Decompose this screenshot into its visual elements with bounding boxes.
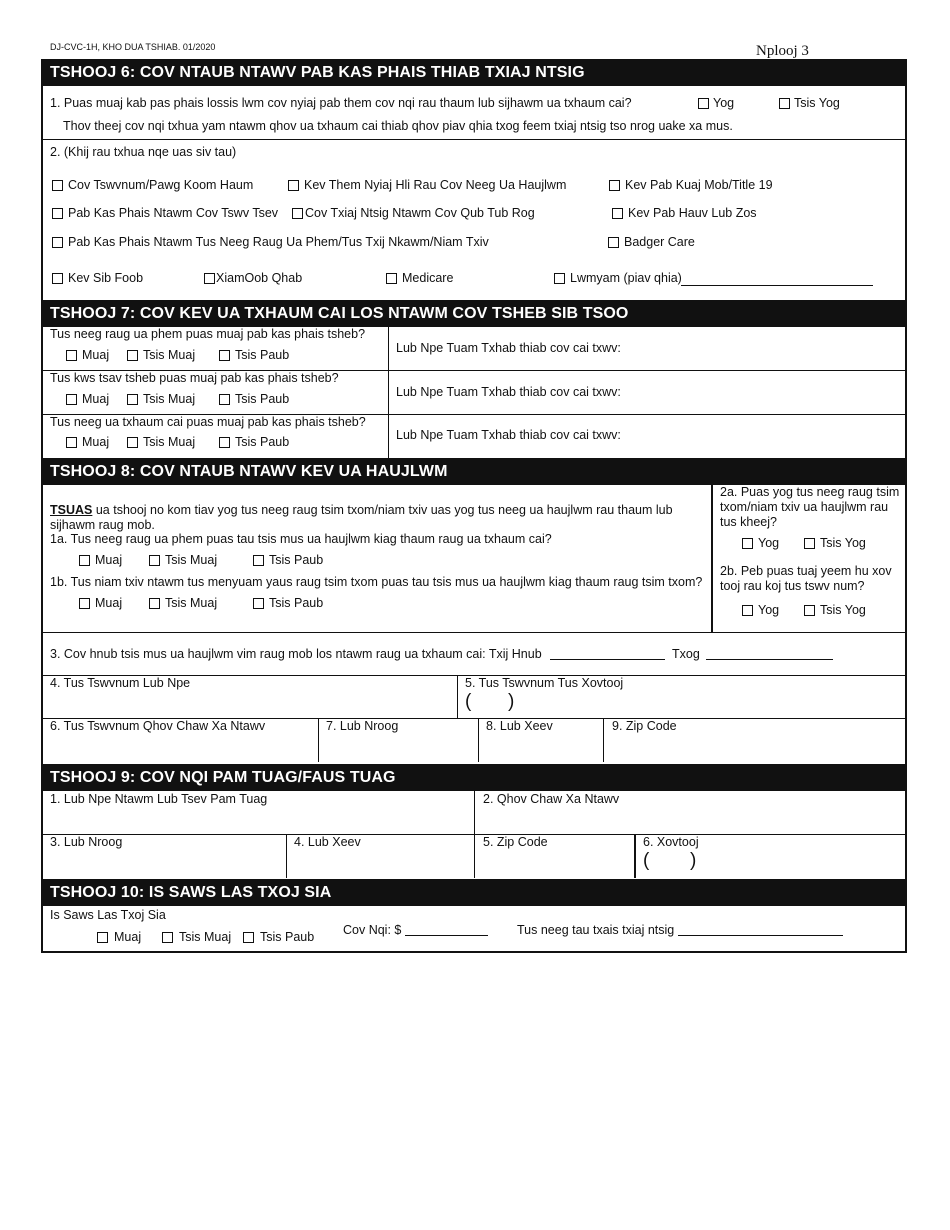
- divider: [388, 327, 389, 458]
- section-8-header: TSHOOJ 8: COV NTAUB NTAWV KEV UA HAUJLWM: [41, 458, 907, 485]
- s6-opt-3-label: Pab Kas Phais Ntawm Cov Tswv Tsev: [68, 206, 279, 220]
- s7-row-1-yes-label: Muaj: [82, 392, 110, 406]
- s8-q2a-no-label: Tsis Yog: [820, 536, 866, 550]
- divider: [286, 834, 287, 878]
- s7-row-1-question: Tus kws tsav tsheb puas muaj pab kas phais tsheb?: [50, 371, 339, 385]
- s7-row-1-no-checkbox[interactable]: [127, 394, 138, 405]
- s6-q1-text: 1. Puas muaj kab pas phais lossis lwm cov nyiaj pab them cov nqi rau thaum lub sijhawm ua txhaum cai?: [50, 96, 632, 110]
- s7-row-2-question: Tus neeg ua txhaum cai puas muaj pab kas phais tsheb?: [50, 415, 366, 429]
- s8-q1a-no-label: Tsis Muaj: [165, 553, 218, 567]
- divider: [318, 718, 319, 762]
- divider: [603, 718, 604, 762]
- s6-q1-no-label: Tsis Yog: [794, 96, 840, 110]
- s8-zip-label[interactable]: 9. Zip Code: [612, 719, 677, 733]
- s8-q2a-no-checkbox[interactable]: [804, 538, 815, 549]
- s10-no-label: Tsis Muaj: [179, 930, 232, 944]
- s6-opt-4-checkbox[interactable]: [292, 208, 303, 219]
- s6-opt-8-checkbox[interactable]: [52, 273, 63, 284]
- s8-q2b-no-checkbox[interactable]: [804, 605, 815, 616]
- s8-q1a-text: 1a. Tus neeg raug ua phem puas tau tsis mus ua haujlwm kiag thaum raug ua txhaum cai?: [50, 532, 552, 546]
- s9-zip-label[interactable]: 5. Zip Code: [483, 835, 548, 849]
- divider: [478, 718, 479, 762]
- s10-yes-checkbox[interactable]: [97, 932, 108, 943]
- s7-row-1-no-label: Tsis Muaj: [143, 392, 196, 406]
- section-6-header: TSHOOJ 6: COV NTAUB NTAWV PAB KAS PHAIS THIAB TXIAJ NTSIG: [41, 59, 907, 86]
- s6-opt-11-label: Lwmyam (piav qhia): [570, 271, 682, 285]
- phone-area-open: (: [465, 691, 472, 712]
- s6-opt-4-label: Cov Txiaj Ntsig Ntawm Cov Qub Tub Rog: [305, 206, 535, 220]
- s8-q2a-yes-label: Yog: [758, 536, 780, 550]
- s6-q1-yes-checkbox[interactable]: [698, 98, 709, 109]
- s7-row-2-unknown-label: Tsis Paub: [235, 435, 290, 449]
- s7-row-2-yes-label: Muaj: [82, 435, 110, 449]
- s8-note: [50, 503, 700, 533]
- s6-opt-6-checkbox[interactable]: [52, 237, 63, 248]
- s6-opt-8-label: Kev Sib Foob: [68, 271, 144, 285]
- divider: [41, 139, 907, 140]
- s10-unknown-checkbox[interactable]: [243, 932, 254, 943]
- s8-q1b-unknown-checkbox[interactable]: [253, 598, 264, 609]
- s8-q2b-yes-checkbox[interactable]: [742, 605, 753, 616]
- s7-row-0-yes-checkbox[interactable]: [66, 350, 77, 361]
- s9-state-label[interactable]: 4. Lub Xeev: [294, 835, 361, 849]
- s7-row-0-unknown-checkbox[interactable]: [219, 350, 230, 361]
- s8-q1a-unknown-checkbox[interactable]: [253, 555, 264, 566]
- s10-unknown-label: Tsis Paub: [260, 930, 315, 944]
- s6-opt-1-label: Kev Them Nyiaj Hli Rau Cov Neeg Ua Haujlwm: [304, 178, 567, 192]
- divider: [634, 834, 636, 878]
- s8-q1b-yes-label: Muaj: [95, 596, 123, 610]
- s7-row-1-yes-checkbox[interactable]: [66, 394, 77, 405]
- s8-q1a-yes-checkbox[interactable]: [79, 555, 90, 566]
- s10-cost-label: Cov Nqi: $: [343, 923, 402, 937]
- s6-q1-no-checkbox[interactable]: [779, 98, 790, 109]
- s6-opt-1-checkbox[interactable]: [288, 180, 299, 191]
- s6-q2-text: 2. (Khij rau txhua nqe uas siv tau): [50, 145, 237, 159]
- s7-row-2-yes-checkbox[interactable]: [66, 437, 77, 448]
- s7-row-2-no-label: Tsis Muaj: [143, 435, 196, 449]
- divider: [41, 632, 907, 633]
- s10-yes-label: Muaj: [114, 930, 142, 944]
- s8-q3-from-input[interactable]: [550, 659, 665, 660]
- s7-row-1-company-label[interactable]: Lub Npe Tuam Txhab thiab cov cai txwv:: [396, 385, 621, 399]
- s7-row-0-no-label: Tsis Muaj: [143, 348, 196, 362]
- s8-employer-name-label[interactable]: 4. Tus Tswvnum Lub Npe: [50, 676, 191, 690]
- s8-q1b-no-checkbox[interactable]: [149, 598, 160, 609]
- s8-q1a-unknown-label: Tsis Paub: [269, 553, 324, 567]
- s8-q2b-yes-label: Yog: [758, 603, 780, 617]
- s6-opt-0-label: Cov Tswvnum/Pawg Koom Haum: [68, 178, 254, 192]
- s6-opt-10-checkbox[interactable]: [386, 273, 397, 284]
- section-9-header: TSHOOJ 9: COV NQI PAM TUAG/FAUS TUAG: [41, 764, 907, 791]
- phone-area-open: (: [643, 850, 650, 871]
- s6-opt-2-checkbox[interactable]: [609, 180, 620, 191]
- page-number: Nplooj 3: [756, 43, 809, 59]
- s8-note-text: ua tshooj no kom tiav yog tus neeg raug tsim txom/niam txiv uas yog tus neeg ua haujlwm rau thaum lub sijhawm raug mob.: [50, 503, 673, 532]
- s8-q2a-yes-checkbox[interactable]: [742, 538, 753, 549]
- s6-opt-10-label: Medicare: [402, 271, 454, 285]
- s8-employer-address-label[interactable]: 6. Tus Tswvnum Qhov Chaw Xa Ntawv: [50, 719, 266, 733]
- s7-row-1-unknown-label: Tsis Paub: [235, 392, 290, 406]
- s10-cost-input[interactable]: [405, 935, 488, 936]
- s7-row-0-company-label[interactable]: Lub Npe Tuam Txhab thiab cov cai txwv:: [396, 341, 621, 355]
- s8-q1a-yes-label: Muaj: [95, 553, 123, 567]
- s6-q1-note: Thov theej cov nqi txhua yam ntawm qhov ua txhaum cai thiab qhov piav qhia txog feem txiaj ntsig tso nrog uake xa mus.: [63, 119, 733, 133]
- s8-q1a-no-checkbox[interactable]: [149, 555, 160, 566]
- s8-q3-to-input[interactable]: [706, 659, 833, 660]
- s9-address-label[interactable]: 2. Qhov Chaw Xa Ntawv: [483, 792, 620, 806]
- s7-row-0-no-checkbox[interactable]: [127, 350, 138, 361]
- s7-row-0-unknown-label: Tsis Paub: [235, 348, 290, 362]
- s6-opt-11-checkbox[interactable]: [554, 273, 565, 284]
- section-7-header: TSHOOJ 7: COV KEV UA TXHAUM CAI LOS NTAWM COV TSHEB SIB TSOO: [41, 300, 907, 327]
- phone-area-close: ): [508, 691, 515, 712]
- s8-q1b-no-label: Tsis Muaj: [165, 596, 218, 610]
- s7-row-2-company-label[interactable]: Lub Npe Tuam Txhab thiab cov cai txwv:: [396, 428, 621, 442]
- s7-row-1-unknown-checkbox[interactable]: [219, 394, 230, 405]
- s7-row-2-no-checkbox[interactable]: [127, 437, 138, 448]
- s6-opt-6-label: Pab Kas Phais Ntawm Tus Neeg Raug Ua Phem/Tus Txij Nkawm/Niam Txiv: [68, 235, 489, 249]
- s6-opt-5-checkbox[interactable]: [612, 208, 623, 219]
- phone-area-close: ): [690, 850, 697, 871]
- s6-opt-0-checkbox[interactable]: [52, 180, 63, 191]
- s8-q3-to-label: Txog: [672, 647, 700, 661]
- s9-phone-label[interactable]: 6. Xovtooj: [643, 835, 699, 849]
- divider: [457, 675, 458, 718]
- s6-opt-5-label: Kev Pab Hauv Lub Zos: [628, 206, 757, 220]
- s10-no-checkbox[interactable]: [162, 932, 173, 943]
- s6-opt-3-checkbox[interactable]: [52, 208, 63, 219]
- s9-funeral-home-label[interactable]: 1. Lub Npe Ntawm Lub Tsev Pam Tuag: [50, 792, 268, 806]
- s10-label: Is Saws Las Txoj Sia: [50, 908, 166, 922]
- s8-q2b-no-label: Tsis Yog: [820, 603, 866, 617]
- s8-employer-phone-label[interactable]: 5. Tus Tswvnum Tus Xovtooj: [465, 676, 624, 690]
- s6-q1-yes-label: Yog: [713, 96, 735, 110]
- s9-city-label[interactable]: 3. Lub Nroog: [50, 835, 123, 849]
- s8-note-emphasis: TSUAS: [50, 503, 93, 517]
- s8-city-label[interactable]: 7. Lub Nroog: [326, 719, 399, 733]
- s8-state-label[interactable]: 8. Lub Xeev: [486, 719, 553, 733]
- s6-opt-7-label: Badger Care: [624, 235, 695, 249]
- s6-other-input[interactable]: [681, 285, 873, 286]
- s10-payee-input[interactable]: [678, 935, 843, 936]
- s8-q2a-text: 2a. Puas yog tus neeg raug tsim txom/niam txiv ua haujlwm rau tus kheej?: [720, 485, 900, 529]
- s6-opt-9-label: XiamOob Qhab: [216, 271, 303, 285]
- section-10-header: TSHOOJ 10: IS SAWS LAS TXOJ SIA: [41, 879, 907, 906]
- s8-q1b-yes-checkbox[interactable]: [79, 598, 90, 609]
- s8-q2b-text: 2b. Peb puas tuaj yeem hu xov tooj rau koj tus tswv num?: [720, 564, 892, 593]
- s7-row-2-unknown-checkbox[interactable]: [219, 437, 230, 448]
- s6-opt-9-checkbox[interactable]: [204, 273, 215, 284]
- s7-row-0-question: Tus neeg raug ua phem puas muaj pab kas phais tsheb?: [50, 327, 366, 341]
- s6-opt-2-label: Kev Pab Kuaj Mob/Title 19: [625, 178, 773, 192]
- s10-payee-label: Tus neeg tau txais txiaj ntsig: [517, 923, 675, 937]
- s7-row-0-yes-label: Muaj: [82, 348, 110, 362]
- divider: [711, 485, 713, 632]
- divider: [41, 834, 907, 835]
- form-id: DJ-CVC-1H, KHO DUA TSHIAB. 01/2020: [50, 42, 216, 52]
- s6-opt-7-checkbox[interactable]: [608, 237, 619, 248]
- s8-q3-text: 3. Cov hnub tsis mus ua haujlwm vim raug mob los ntawm raug ua txhaum cai: Txij Hnub: [50, 647, 542, 661]
- s8-q1b-unknown-label: Tsis Paub: [269, 596, 324, 610]
- s8-q1b-text: 1b. Tus niam txiv ntawm tus menyuam yaus raug tsim txom puas tau tsis mus ua haujlwm kiag thaum raug tsim txom?: [50, 575, 703, 589]
